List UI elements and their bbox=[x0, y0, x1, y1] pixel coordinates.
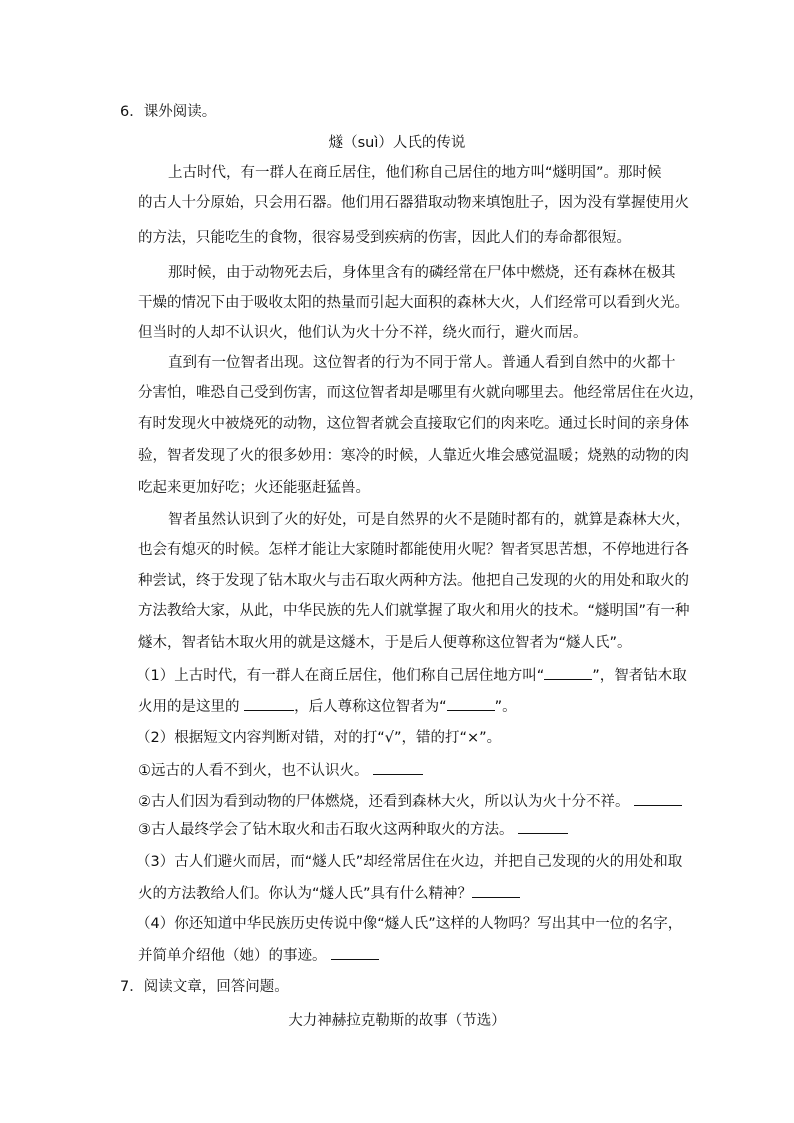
passage-line: 的古人十分原始，只会用石器。他们用石器猎取动物来填饱肚子，因为没有掌握使用火 bbox=[138, 195, 689, 211]
sub-question-1-cont bbox=[138, 696, 517, 717]
judge-item-2 bbox=[138, 791, 682, 812]
sub-question-text: ，后人尊称这位智者为“ bbox=[294, 699, 447, 715]
passage-line: 干燥的情况下由于吸收太阳的热量而引起大面积的森林大火，人们经常可以看到火光。 bbox=[138, 295, 689, 311]
answer-blank[interactable] bbox=[544, 665, 592, 680]
passage-line: 验，智者发现了火的很多妙用：寒冷的时候，人靠近火堆会感觉温暖；烧熟的动物的肉 bbox=[138, 448, 689, 464]
passage-line: 燧木，智者钻木取火用的就是这燧木，于是后人便尊称这位智者为“燧人氏”。 bbox=[138, 635, 632, 651]
judge-item-text: ③古人最终学会了钻木取火和击石取火这两种取火的方法。 bbox=[138, 822, 519, 838]
judge-item-text: ②古人们因为看到动物的尸体燃烧，还看到森林大火，所以认为火十分不祥。 bbox=[138, 794, 635, 810]
answer-blank[interactable] bbox=[518, 819, 568, 834]
sub-question-text: （1）上古时代，有一群人在商丘居住，他们称自己居住地方叫“ bbox=[136, 668, 545, 684]
passage-line: 那时候，由于动物死去后，身体里含有的磷经常在尸体中燃烧，还有森林在极其 bbox=[168, 265, 676, 281]
passage-line: 种尝试，终于发现了钻木取火与击石取火两种方法。他把自己发现的火的用处和取火的 bbox=[138, 573, 689, 589]
passage-line: 方法教给大家，从此，中华民族的先人们就掌握了取火和用火的技术。“燧明国”有一种 bbox=[138, 603, 690, 619]
answer-blank[interactable] bbox=[447, 696, 495, 711]
answer-blank[interactable] bbox=[244, 696, 294, 711]
judge-item-text: ①远古的人看不到火，也不认识火。 bbox=[138, 763, 374, 779]
sub-question-1 bbox=[136, 665, 687, 686]
sub-question-4: （4）你还知道中华民族历史传说中像“燧人氏”这样的人物吗？写出其中一位的名字， bbox=[136, 916, 683, 932]
question-7-heading: 7．阅读文章，回答问题。 bbox=[120, 979, 289, 995]
passage-line: 直到有一位智者出现。这位智者的行为不同于常人。普通人看到自然中的火都十 bbox=[168, 355, 676, 371]
judge-item-3 bbox=[138, 819, 568, 840]
answer-blank[interactable] bbox=[373, 760, 423, 775]
sub-question-3-cont bbox=[138, 883, 520, 904]
passage-line: 也会有熄灭的时候。怎样才能让大家随时都能使用火呢？智者冥思苦想，不停地进行各 bbox=[138, 542, 689, 558]
sub-question-text: ”。 bbox=[494, 699, 517, 715]
passage-line: 分害怕，唯恐自己受到伤害，而这位智者却是哪里有火就向哪里去。他经常居住在火边， bbox=[138, 385, 704, 401]
sub-question-3: （3）古人们避火而居，而“燧人氏”却经常居住在火边，并把自己发现的火的用处和取 bbox=[136, 854, 683, 870]
passage-line: 上古时代，有一群人在商丘居住，他们称自己居住的地方叫“燧明国”。那时候 bbox=[168, 165, 662, 181]
passage-line: 但当时的人却不认识火，他们认为火十分不祥，绕火而行，避火而居。 bbox=[138, 325, 588, 341]
passage-line: 有时发现火中被烧死的动物，这位智者就会直接取它们的肉来吃。通过长时间的亲身体 bbox=[138, 416, 689, 432]
answer-blank[interactable] bbox=[331, 945, 379, 960]
passage-line: 智者虽然认识到了火的好处，可是自然界的火不是随时都有的，就算是森林大火， bbox=[168, 512, 690, 528]
sub-question-text: 并简单介绍他（她）的事迹。 bbox=[138, 948, 332, 964]
passage-line: 吃起来更加好吃；火还能驱赶猛兽。 bbox=[138, 480, 370, 496]
sub-question-2: （2）根据短文内容判断对错，对的打“√”，错的打“×”。 bbox=[136, 730, 502, 746]
answer-blank[interactable] bbox=[634, 791, 682, 806]
sub-question-text: 火的方法教给人们。你认为“燧人氏”具有什么精神？ bbox=[138, 886, 473, 902]
sub-question-text: ”，智者钻木取 bbox=[592, 668, 687, 684]
answer-blank[interactable] bbox=[472, 883, 520, 898]
question-6-heading: 6．课外阅读。 bbox=[120, 104, 217, 120]
passage-title: 大力神赫拉克勒斯的故事（节选） bbox=[288, 1013, 506, 1029]
passage-line: 的方法，只能吃生的食物，很容易受到疾病的伤害，因此人们的寿命都很短。 bbox=[138, 230, 631, 246]
passage-title: 燧（suì）人氏的传说 bbox=[328, 135, 466, 151]
sub-question-text: 火用的是这里的 bbox=[138, 699, 245, 715]
sub-question-4-cont bbox=[138, 945, 379, 966]
judge-item-1 bbox=[138, 760, 423, 781]
